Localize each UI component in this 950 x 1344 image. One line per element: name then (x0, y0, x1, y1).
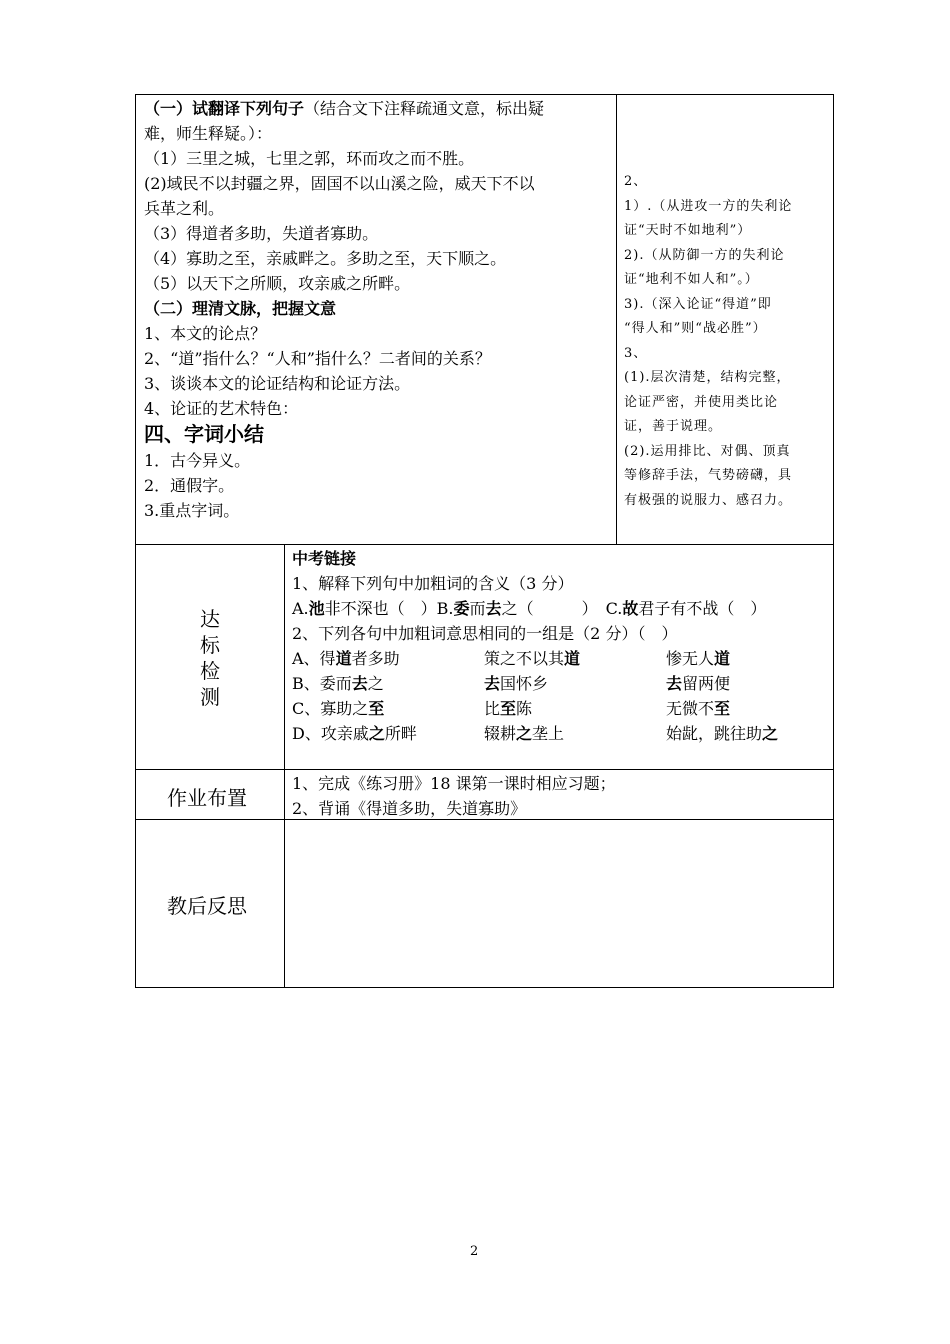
homework-label: 作业布置 (167, 786, 247, 810)
homework-item: 2、背诵《得道多助，失道寡助》 (292, 799, 527, 818)
bold-word: 之 (368, 724, 385, 743)
top-left-line (144, 296, 614, 321)
question-1: 1、解释下列句中加粗词的含义（3 分） (292, 574, 574, 593)
line-text: （1）三里之城，七里之郭，环而攻之而不胜。 (144, 149, 475, 168)
option-cell (666, 646, 826, 671)
reflection-label: 教后反思 (167, 894, 247, 918)
line-text: （3）得道者多助，失道者寡助。 (144, 224, 379, 243)
section-four-title: 四、字词小结 (144, 422, 264, 446)
summary-item: 2．通假字。 (144, 476, 235, 495)
answer-line: 证“地利不如人和”。） (624, 272, 759, 287)
answer-line: 3、 (624, 345, 648, 361)
option-row (292, 671, 832, 696)
option-cell (484, 721, 666, 746)
top-right-content (624, 170, 832, 513)
text: 而 (469, 599, 486, 618)
bold-word: 去 (666, 674, 683, 693)
answer-line: 论证严密，并使用类比论 (624, 394, 779, 410)
top-left-line (144, 271, 614, 296)
top-left-line (144, 396, 614, 421)
text: 君子有不战（ ） (638, 599, 767, 618)
line-text: 3、谈谈本文的论证结构和论证方法。 (144, 374, 411, 393)
line-text: 2、“道”指什么？“人和”指什么？二者间的关系？ (144, 349, 491, 368)
answer-line: (2).运用排比、对偶、顶真 (624, 443, 791, 459)
line-text: （5）以天下之所顺，攻亲戚之所畔。 (144, 274, 411, 293)
dabiao-label-char: 标 (200, 633, 220, 657)
option-cell (292, 696, 484, 721)
top-left-line (144, 96, 614, 121)
option-cell (292, 671, 484, 696)
page-number: 2 (470, 1244, 479, 1259)
option-row (292, 696, 832, 721)
text: 无微不 (666, 699, 715, 718)
top-left-line (144, 346, 614, 371)
answer-line: 有极强的说服力、感召力。 (624, 492, 793, 508)
text: 所畔 (384, 724, 417, 743)
option-cell (666, 721, 826, 746)
option-cell (292, 646, 484, 671)
bold-text: （二）理清文脉，把握文意 (144, 299, 337, 318)
text: 留两便 (682, 674, 731, 693)
option-cell (484, 646, 666, 671)
bold-word: 道 (335, 649, 352, 668)
top-left-line (144, 246, 614, 271)
question-1-parts (292, 596, 832, 621)
option-cell (484, 696, 666, 721)
text: A、得 (292, 649, 336, 668)
text: 非不深也（ ） (324, 599, 437, 618)
dabiao-label-char: 检 (200, 659, 220, 683)
option-cell (292, 721, 484, 746)
bold-word: 至 (714, 699, 731, 718)
option-cell (666, 671, 826, 696)
text: 惨无人 (666, 649, 715, 668)
bold-word: 池 (308, 599, 325, 618)
line-text: 1、本文的论点？ (144, 324, 267, 343)
top-left-line (144, 221, 614, 246)
top-left-line (144, 196, 614, 221)
answer-line: 证“天时不如地利”） (624, 223, 752, 238)
bold-word: 委 (453, 599, 470, 618)
line-text: （结合文下注释疏通文意，标出疑 (304, 99, 545, 118)
answer-line: 2、 (624, 174, 648, 189)
text: B、委而 (292, 674, 352, 693)
bold-word: 故 (622, 599, 639, 618)
text: 之（ ） C. (501, 599, 623, 618)
option-cell (484, 671, 666, 696)
bold-word: 道 (564, 649, 581, 668)
bold-word: 去 (485, 599, 502, 618)
top-left-line (144, 146, 614, 171)
text: 辍耕 (484, 724, 517, 743)
dabiao-label-char: 测 (200, 685, 220, 709)
dabiao-label (195, 606, 225, 710)
option-cell (666, 696, 826, 721)
top-left-line (144, 121, 614, 146)
text: 之 (367, 674, 384, 693)
bold-word: 之 (516, 724, 533, 743)
option-row (292, 721, 832, 746)
bold-word: 道 (714, 649, 731, 668)
zhongkao-title: 中考链接 (292, 549, 357, 568)
summary-item: 3.重点字词。 (144, 501, 240, 520)
answer-line: 2).（从防御一方的失利论 (624, 247, 785, 263)
line-text: 难，师生释疑。）： (144, 124, 273, 143)
answer-line: 等修辞手法，气势磅礴，具 (624, 468, 793, 483)
option-row (292, 646, 832, 671)
text: C、寡助之 (292, 699, 369, 718)
top-left-line (144, 321, 614, 346)
dabiao-content (292, 546, 832, 746)
homework-items (292, 771, 616, 821)
top-left-content (144, 96, 614, 523)
text: D、攻亲戚 (292, 724, 369, 743)
bold-word: 之 (762, 724, 779, 743)
text: B. (436, 599, 454, 618)
answer-line: (1).层次清楚，结构完整， (624, 370, 791, 385)
text: 垄上 (532, 724, 565, 743)
bold-word: 去 (484, 674, 501, 693)
bold-word: 至 (368, 699, 385, 718)
summary-item: 1．古今异义。 (144, 451, 251, 470)
reflection-content-cell (284, 819, 834, 988)
line-text: (2)域民不以封疆之界，固国不以山溪之险，威天下不以 (144, 174, 535, 193)
text: 国怀乡 (500, 674, 549, 693)
text: 始龀，跳往助 (666, 724, 763, 743)
homework-item: 1、完成《练习册》18 课第一课时相应习题； (292, 774, 616, 793)
answer-line: “得人和”则“战必胜”） (624, 321, 767, 336)
question-2-options (292, 646, 832, 746)
bold-text: （一）试翻译下列句子 (144, 99, 305, 118)
text: 者多助 (351, 649, 400, 668)
line-text: 4、论证的艺术特色： (144, 399, 299, 418)
text: A. (292, 599, 309, 618)
question-2: 2、下列各句中加粗词意思相同的一组是（2 分）（ ） (292, 624, 678, 643)
line-text: 兵革之利。 (144, 199, 225, 218)
text: 陈 (516, 699, 533, 718)
bold-word: 至 (500, 699, 517, 718)
top-left-line (144, 371, 614, 396)
answer-line: 1）.（从进攻一方的失利论 (624, 198, 793, 214)
top-left-line (144, 171, 614, 196)
text: 比 (484, 699, 501, 718)
dabiao-label-char: 达 (200, 607, 220, 631)
text: 策之不以其 (484, 649, 565, 668)
answer-line: 3).（深入论证“得道”即 (624, 296, 772, 312)
answer-line: 证，善于说理。 (624, 419, 723, 434)
line-text: （4）寡助之至，亲戚畔之。多助之至，天下顺之。 (144, 249, 507, 268)
bold-word: 去 (351, 674, 368, 693)
